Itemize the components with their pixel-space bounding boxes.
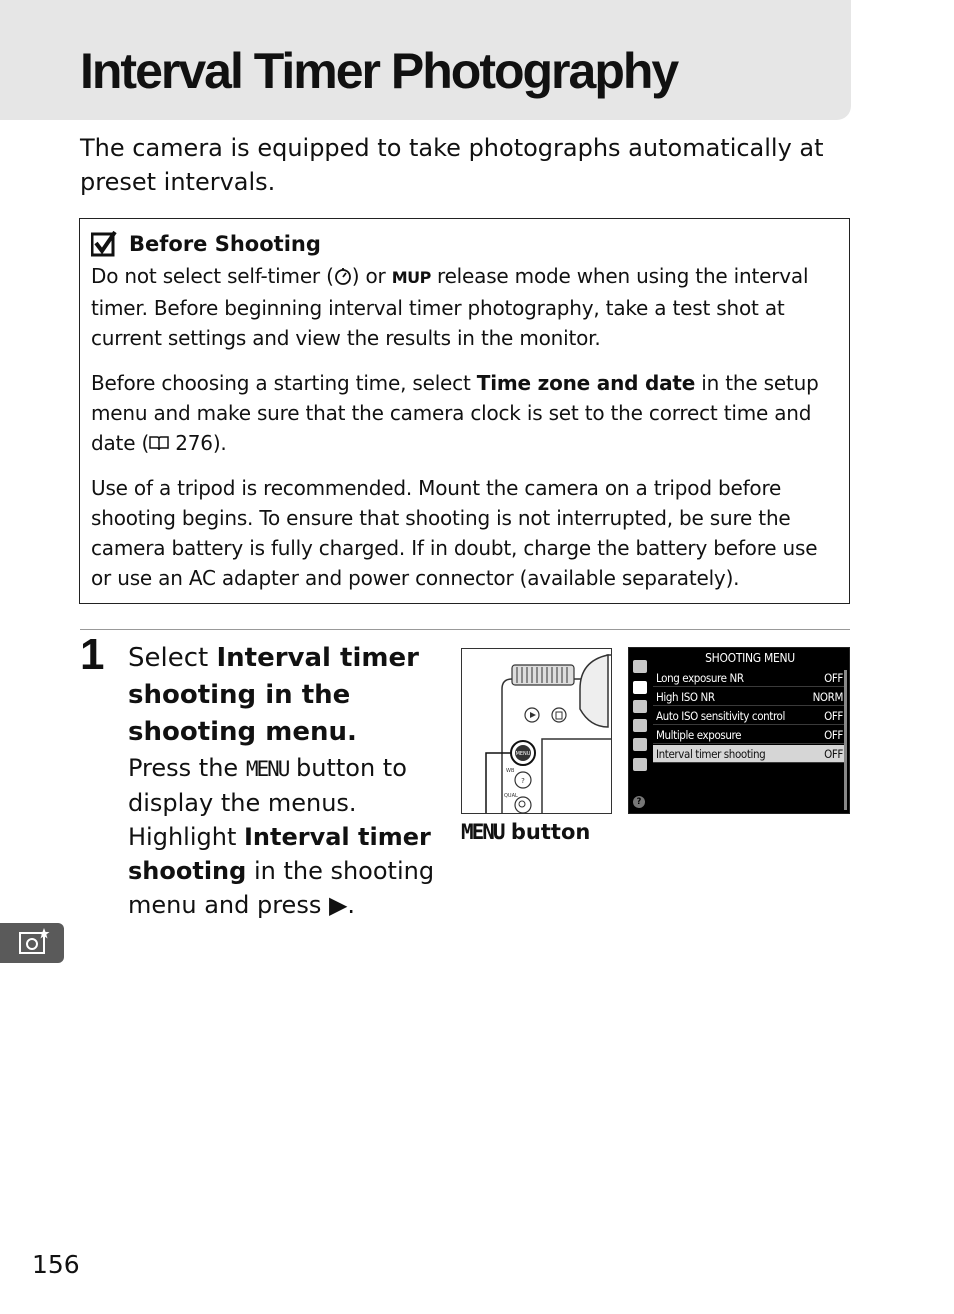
book-reference-icon [149,435,169,451]
page-reference[interactable]: 276 [175,431,213,455]
shooting-section-tab [0,923,64,963]
playback-menu-icon[interactable] [633,660,647,673]
my-menu-icon[interactable] [633,758,647,771]
camera-back-illustration [461,648,612,814]
before-shooting-note [79,218,850,604]
menu-tab-column [629,648,651,813]
intro-paragraph: The camera is equipped to take photographs automatically at preset intervals. [80,134,824,196]
lcd-menu-title: SHOOTING MENU [705,651,795,665]
note-paragraph-2: Before choosing a starting time, select Time zone and date in the setup menu and make sure that the camera clock is set to the correct time and date ( 276). [91,371,819,455]
self-timer-icon [334,267,352,285]
menu-item-interval-timer-shooting[interactable]: Interval timer shooting OFF [653,745,847,763]
page-title: Interval Timer Photography [80,43,678,99]
help-icon[interactable]: ? [633,796,645,808]
menu-item-long-exposure-nr[interactable]: Long exposure NR OFF [653,669,847,687]
camera-menu-button-label: MENU [515,751,531,757]
note-paragraph-1: Do not select self-timer ( ) or MUP release mode when using the interval timer. Before beginning interval timer photography, take a test shot at current settings and view the results in the monitor. [91,264,809,350]
menu-button-caption: MENU button [461,820,591,844]
menu-scrollbar[interactable] [844,670,847,810]
page-number: 156 [32,1250,80,1279]
setup-wrench-icon[interactable] [633,719,647,732]
shooting-menu-icon[interactable] [633,681,647,694]
svg-text:?: ? [521,777,525,785]
camera-wb-label: WB [506,768,515,774]
note-header [91,227,837,261]
shooting-menu-screen [628,647,850,814]
shooting-menu-list [653,669,847,764]
camera-qual-label: QUAL [504,793,518,799]
retouch-menu-icon[interactable] [633,738,647,751]
menu-button-label: MENU [245,757,289,781]
menu-item-auto-iso[interactable]: Auto ISO sensitivity control OFF [653,707,847,725]
section-divider [80,629,850,630]
right-arrow-icon: ▶ [328,891,348,919]
step-instructions: Press the MENU button to display the menus. Highlight Interval timer shooting in the shooting menu and press ▶. [128,754,435,919]
custom-settings-pencil-icon[interactable] [633,700,647,713]
note-title: Before Shooting [129,232,321,256]
step-number: 1 [80,630,105,679]
menu-item-multiple-exposure[interactable]: Multiple exposure OFF [653,726,847,744]
mup-mode-label: MUP [391,268,431,287]
checkmark-note-icon [91,231,117,257]
note-paragraph-3: Use of a tripod is recommended. Mount the camera on a tripod before shooting begins. To ensure that shooting is not interrupted, be sure the camera battery is fully charged. If in doubt, charge the battery before use or use an AC adapter and power connector (available separately). [91,476,818,590]
camera-body-drawing [462,649,612,814]
menu-item-high-iso-nr[interactable]: High ISO NR NORM [653,688,847,706]
camera-star-icon [0,923,64,963]
step-heading: Select Interval timer shooting in the shooting menu. [128,643,419,747]
